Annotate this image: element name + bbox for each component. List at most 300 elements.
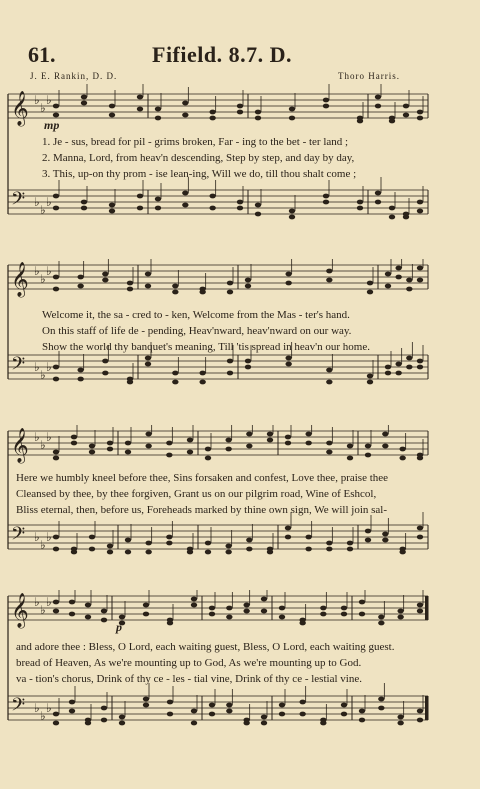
note-head bbox=[137, 194, 143, 199]
note-head bbox=[53, 600, 59, 605]
note-head bbox=[85, 615, 91, 620]
note-head bbox=[109, 203, 115, 208]
note-head bbox=[226, 606, 232, 611]
flat-icon: ♭ bbox=[34, 93, 40, 107]
note-head bbox=[267, 438, 273, 443]
note-head bbox=[182, 191, 188, 196]
hymn-title: Fifield. 8.7. D. bbox=[152, 42, 292, 67]
note-head bbox=[285, 362, 291, 367]
lyric-s3-v1: Here we humbly kneel before thee, Sins forsaken and confest, Love thee, praise thee bbox=[16, 472, 389, 484]
note-head bbox=[378, 621, 384, 626]
note-head bbox=[326, 450, 332, 455]
note-head bbox=[125, 441, 131, 446]
note-head bbox=[245, 278, 251, 283]
note-head bbox=[299, 700, 305, 705]
author-credit: J. E. Rankin, D. D. bbox=[30, 71, 118, 81]
note-head bbox=[71, 435, 77, 440]
note-head bbox=[261, 597, 267, 602]
flat-icon: ♭ bbox=[34, 195, 40, 209]
lyric-s1-v1: 1. Je - sus, bread for pil - grims broken, Far - ing to the bet - ter land ; bbox=[42, 136, 349, 148]
note-head bbox=[102, 278, 108, 283]
note-head bbox=[246, 444, 252, 449]
flat-icon: ♭ bbox=[34, 701, 40, 715]
note-head bbox=[85, 603, 91, 608]
note-head bbox=[119, 721, 125, 726]
note-head bbox=[102, 359, 108, 364]
note-head bbox=[53, 365, 59, 370]
note-head bbox=[255, 212, 261, 217]
note-head bbox=[417, 526, 423, 531]
note-head bbox=[279, 606, 285, 611]
note-head bbox=[53, 194, 59, 199]
bass-clef-icon: 𝄢 bbox=[11, 524, 26, 549]
note-head bbox=[101, 609, 107, 614]
note-head bbox=[119, 615, 125, 620]
note-head bbox=[326, 368, 332, 373]
note-head bbox=[406, 287, 412, 292]
note-head bbox=[285, 435, 291, 440]
note-head bbox=[389, 215, 395, 220]
note-head bbox=[199, 290, 205, 295]
note-head bbox=[187, 438, 193, 443]
note-head bbox=[172, 380, 178, 385]
note-head bbox=[406, 365, 412, 370]
flat-icon: ♭ bbox=[40, 368, 46, 382]
note-head bbox=[53, 547, 59, 552]
note-head bbox=[81, 95, 87, 100]
note-head bbox=[77, 377, 83, 382]
note-head bbox=[81, 200, 87, 205]
note-head bbox=[397, 721, 403, 726]
note-head bbox=[166, 541, 172, 546]
lyric-s4-v3: va - tion's chorus, Drink of thy ce - les - tial vine, Drink of thy ce - lestial vine. bbox=[16, 673, 362, 685]
note-head bbox=[53, 609, 59, 614]
note-head bbox=[143, 703, 149, 708]
note-head bbox=[69, 612, 75, 617]
note-head bbox=[225, 550, 231, 555]
note-head bbox=[299, 712, 305, 717]
note-head bbox=[403, 104, 409, 109]
note-head bbox=[382, 532, 388, 537]
note-head bbox=[145, 356, 151, 361]
hymn-number: 61. bbox=[28, 42, 56, 67]
note-head bbox=[403, 215, 409, 220]
note-head bbox=[53, 113, 59, 118]
note-head bbox=[417, 535, 423, 540]
note-head bbox=[367, 281, 373, 286]
flat-icon: ♭ bbox=[40, 203, 46, 217]
note-head bbox=[167, 621, 173, 626]
lyric-s2-v2: On this staff of life de - pending, Heav'nward, heav'nward on our way. bbox=[42, 325, 352, 337]
note-head bbox=[417, 359, 423, 364]
note-head bbox=[385, 284, 391, 289]
note-head bbox=[227, 281, 233, 286]
note-head bbox=[347, 456, 353, 461]
note-head bbox=[225, 438, 231, 443]
note-head bbox=[367, 380, 373, 385]
note-head bbox=[119, 715, 125, 720]
treble-clef-icon: 𝄞 bbox=[11, 428, 29, 463]
note-head bbox=[323, 200, 329, 205]
note-head bbox=[191, 709, 197, 714]
note-head bbox=[172, 371, 178, 376]
note-head bbox=[205, 447, 211, 452]
note-head bbox=[89, 547, 95, 552]
note-head bbox=[53, 206, 59, 211]
note-head bbox=[145, 541, 151, 546]
note-head bbox=[227, 371, 233, 376]
flat-icon: ♭ bbox=[46, 430, 52, 444]
note-head bbox=[245, 359, 251, 364]
note-head bbox=[399, 550, 405, 555]
note-head bbox=[145, 444, 151, 449]
note-head bbox=[187, 450, 193, 455]
note-head bbox=[243, 721, 249, 726]
note-head bbox=[101, 718, 107, 723]
note-head bbox=[89, 450, 95, 455]
note-head bbox=[397, 715, 403, 720]
note-head bbox=[359, 709, 365, 714]
note-head bbox=[305, 432, 311, 437]
note-head bbox=[85, 721, 91, 726]
note-head bbox=[397, 615, 403, 620]
lyric-s4-v1: and adore thee : Bless, O Lord, each waiting guest, Bless, O Lord, each waiting guest. bbox=[16, 641, 395, 653]
note-head bbox=[77, 368, 83, 373]
flat-icon: ♭ bbox=[40, 272, 46, 286]
note-head bbox=[199, 380, 205, 385]
note-head bbox=[323, 98, 329, 103]
note-head bbox=[382, 538, 388, 543]
note-head bbox=[375, 95, 381, 100]
note-head bbox=[395, 275, 401, 280]
note-head bbox=[417, 116, 423, 121]
note-head bbox=[107, 441, 113, 446]
note-head bbox=[285, 535, 291, 540]
note-head bbox=[395, 266, 401, 271]
note-head bbox=[227, 359, 233, 364]
note-head bbox=[375, 191, 381, 196]
note-head bbox=[109, 104, 115, 109]
note-head bbox=[397, 609, 403, 614]
note-head bbox=[227, 290, 233, 295]
note-head bbox=[53, 287, 59, 292]
note-head bbox=[365, 444, 371, 449]
note-head bbox=[237, 104, 243, 109]
note-head bbox=[399, 456, 405, 461]
note-head bbox=[385, 371, 391, 376]
note-head bbox=[226, 703, 232, 708]
note-head bbox=[53, 450, 59, 455]
note-head bbox=[167, 712, 173, 717]
note-head bbox=[243, 603, 249, 608]
note-head bbox=[53, 721, 59, 726]
note-head bbox=[357, 200, 363, 205]
note-head bbox=[399, 447, 405, 452]
note-head bbox=[285, 526, 291, 531]
note-head bbox=[182, 101, 188, 106]
note-head bbox=[406, 278, 412, 283]
note-head bbox=[246, 432, 252, 437]
note-head bbox=[375, 200, 381, 205]
lyric-s4-v2: bread of Heaven, As we're mounting up to God, As we're mounting up to God. bbox=[16, 657, 362, 669]
note-head bbox=[389, 206, 395, 211]
note-head bbox=[205, 550, 211, 555]
note-head bbox=[261, 609, 267, 614]
note-head bbox=[320, 612, 326, 617]
flat-icon: ♭ bbox=[46, 701, 52, 715]
note-head bbox=[71, 441, 77, 446]
note-head bbox=[155, 107, 161, 112]
note-head bbox=[145, 284, 151, 289]
note-head bbox=[417, 609, 423, 614]
note-head bbox=[143, 697, 149, 702]
note-head bbox=[417, 209, 423, 214]
note-head bbox=[69, 600, 75, 605]
note-head bbox=[347, 541, 353, 546]
note-head bbox=[279, 712, 285, 717]
note-head bbox=[417, 709, 423, 714]
flat-icon: ♭ bbox=[46, 360, 52, 374]
note-head bbox=[246, 547, 252, 552]
note-head bbox=[326, 441, 332, 446]
note-head bbox=[320, 606, 326, 611]
note-head bbox=[326, 547, 332, 552]
note-head bbox=[378, 697, 384, 702]
bass-clef-icon: 𝄢 bbox=[11, 189, 26, 214]
note-head bbox=[199, 371, 205, 376]
note-head bbox=[107, 550, 113, 555]
note-head bbox=[279, 615, 285, 620]
note-head bbox=[289, 209, 295, 214]
note-head bbox=[166, 441, 172, 446]
note-head bbox=[209, 703, 215, 708]
note-head bbox=[357, 206, 363, 211]
flat-icon: ♭ bbox=[46, 530, 52, 544]
note-head bbox=[279, 703, 285, 708]
note-head bbox=[205, 456, 211, 461]
note-head bbox=[378, 615, 384, 620]
note-head bbox=[367, 374, 373, 379]
note-head bbox=[53, 377, 59, 382]
note-head bbox=[143, 612, 149, 617]
note-head bbox=[145, 362, 151, 367]
note-head bbox=[53, 104, 59, 109]
treble-clef-icon: 𝄞 bbox=[11, 91, 29, 126]
note-head bbox=[209, 116, 215, 121]
note-head bbox=[289, 215, 295, 220]
note-head bbox=[385, 272, 391, 277]
note-head bbox=[187, 550, 193, 555]
note-head bbox=[406, 356, 412, 361]
note-head bbox=[205, 541, 211, 546]
note-head bbox=[285, 281, 291, 286]
note-head bbox=[285, 441, 291, 446]
note-head bbox=[191, 597, 197, 602]
note-head bbox=[305, 547, 311, 552]
note-head bbox=[357, 119, 363, 124]
flat-icon: ♭ bbox=[34, 264, 40, 278]
flat-icon: ♭ bbox=[34, 595, 40, 609]
note-head bbox=[367, 290, 373, 295]
dynamic-mp: mp bbox=[44, 118, 60, 132]
note-head bbox=[417, 266, 423, 271]
note-head bbox=[125, 450, 131, 455]
note-head bbox=[255, 110, 261, 115]
note-head bbox=[403, 113, 409, 118]
note-head bbox=[347, 444, 353, 449]
bass-clef-icon: 𝄢 bbox=[11, 354, 26, 379]
note-head bbox=[289, 107, 295, 112]
note-head bbox=[417, 200, 423, 205]
note-head bbox=[395, 371, 401, 376]
lyric-s2-v1: Welcome it, the sa - cred to - ken, Welcome from the Mas - ter's hand. bbox=[42, 309, 350, 321]
note-head bbox=[261, 721, 267, 726]
note-head bbox=[209, 110, 215, 115]
lyric-s2-v3: Show the world thy banquet's meaning, Till 'tis spread in heav'n our home. bbox=[42, 341, 370, 353]
composer-credit: Thoro Harris. bbox=[338, 71, 400, 81]
note-head bbox=[237, 110, 243, 115]
note-head bbox=[417, 456, 423, 461]
note-head bbox=[326, 278, 332, 283]
flat-icon: ♭ bbox=[40, 438, 46, 452]
note-head bbox=[375, 104, 381, 109]
note-head bbox=[225, 447, 231, 452]
note-head bbox=[182, 203, 188, 208]
note-head bbox=[285, 356, 291, 361]
note-head bbox=[127, 380, 133, 385]
note-head bbox=[155, 206, 161, 211]
note-head bbox=[77, 275, 83, 280]
note-head bbox=[191, 721, 197, 726]
flat-icon: ♭ bbox=[46, 264, 52, 278]
note-head bbox=[53, 275, 59, 280]
note-head bbox=[385, 365, 391, 370]
flat-icon: ♭ bbox=[40, 101, 46, 115]
note-head bbox=[145, 272, 151, 277]
note-head bbox=[359, 718, 365, 723]
note-head bbox=[226, 615, 232, 620]
note-head bbox=[255, 116, 261, 121]
note-head bbox=[245, 284, 251, 289]
note-head bbox=[166, 535, 172, 540]
note-head bbox=[69, 709, 75, 714]
note-head bbox=[127, 287, 133, 292]
note-head bbox=[125, 538, 131, 543]
note-head bbox=[237, 206, 243, 211]
final-barline bbox=[425, 696, 428, 720]
note-head bbox=[417, 110, 423, 115]
note-head bbox=[109, 113, 115, 118]
note-head bbox=[261, 715, 267, 720]
note-head bbox=[267, 550, 273, 555]
note-head bbox=[127, 281, 133, 286]
note-head bbox=[359, 600, 365, 605]
note-head bbox=[320, 721, 326, 726]
note-head bbox=[389, 119, 395, 124]
note-head bbox=[137, 95, 143, 100]
note-head bbox=[109, 209, 115, 214]
flat-icon: ♭ bbox=[34, 430, 40, 444]
note-head bbox=[245, 365, 251, 370]
note-head bbox=[243, 609, 249, 614]
note-head bbox=[81, 206, 87, 211]
note-head bbox=[137, 206, 143, 211]
note-head bbox=[53, 712, 59, 717]
note-head bbox=[77, 284, 83, 289]
flat-icon: ♭ bbox=[40, 603, 46, 617]
note-head bbox=[209, 612, 215, 617]
note-head bbox=[289, 116, 295, 121]
note-head bbox=[323, 194, 329, 199]
note-head bbox=[417, 603, 423, 608]
note-head bbox=[191, 603, 197, 608]
note-head bbox=[89, 535, 95, 540]
lyric-s1-v3: 3. This, up-on thy prom - ise lean-ing, Will we do, till thou shalt come ; bbox=[42, 168, 357, 180]
lyric-s1-v2: 2. Manna, Lord, from heav'n descending, Step by step, and day by day, bbox=[42, 152, 355, 164]
note-head bbox=[341, 606, 347, 611]
note-head bbox=[69, 700, 75, 705]
note-head bbox=[145, 432, 151, 437]
flat-icon: ♭ bbox=[34, 530, 40, 544]
note-head bbox=[378, 706, 384, 711]
note-head bbox=[209, 712, 215, 717]
note-head bbox=[145, 550, 151, 555]
note-head bbox=[417, 718, 423, 723]
note-head bbox=[267, 432, 273, 437]
note-head bbox=[225, 544, 231, 549]
note-head bbox=[182, 113, 188, 118]
note-head bbox=[137, 107, 143, 112]
note-head bbox=[209, 194, 215, 199]
note-head bbox=[255, 203, 261, 208]
note-head bbox=[107, 544, 113, 549]
note-head bbox=[305, 535, 311, 540]
note-head bbox=[382, 444, 388, 449]
flat-icon: ♭ bbox=[40, 709, 46, 723]
lyric-s3-v2: Cleansed by thee, by thee forgiven, Grant us on our pilgrim road, Wine of Eshcol, bbox=[16, 488, 377, 500]
note-head bbox=[382, 432, 388, 437]
note-head bbox=[89, 444, 95, 449]
note-head bbox=[53, 535, 59, 540]
note-head bbox=[246, 538, 252, 543]
note-head bbox=[341, 712, 347, 717]
note-head bbox=[125, 550, 131, 555]
note-head bbox=[305, 441, 311, 446]
note-head bbox=[417, 278, 423, 283]
final-barline bbox=[425, 596, 428, 620]
note-head bbox=[101, 706, 107, 711]
treble-clef-icon: 𝄞 bbox=[11, 593, 29, 628]
note-head bbox=[347, 547, 353, 552]
flat-icon: ♭ bbox=[34, 360, 40, 374]
note-head bbox=[323, 104, 329, 109]
note-head bbox=[299, 621, 305, 626]
note-head bbox=[417, 365, 423, 370]
flat-icon: ♭ bbox=[46, 93, 52, 107]
note-head bbox=[155, 116, 161, 121]
note-head bbox=[107, 447, 113, 452]
note-head bbox=[395, 362, 401, 367]
note-head bbox=[166, 453, 172, 458]
note-head bbox=[341, 703, 347, 708]
note-head bbox=[341, 612, 347, 617]
note-head bbox=[226, 709, 232, 714]
note-head bbox=[237, 200, 243, 205]
note-head bbox=[326, 269, 332, 274]
note-head bbox=[71, 550, 77, 555]
note-head bbox=[102, 371, 108, 376]
note-head bbox=[172, 290, 178, 295]
